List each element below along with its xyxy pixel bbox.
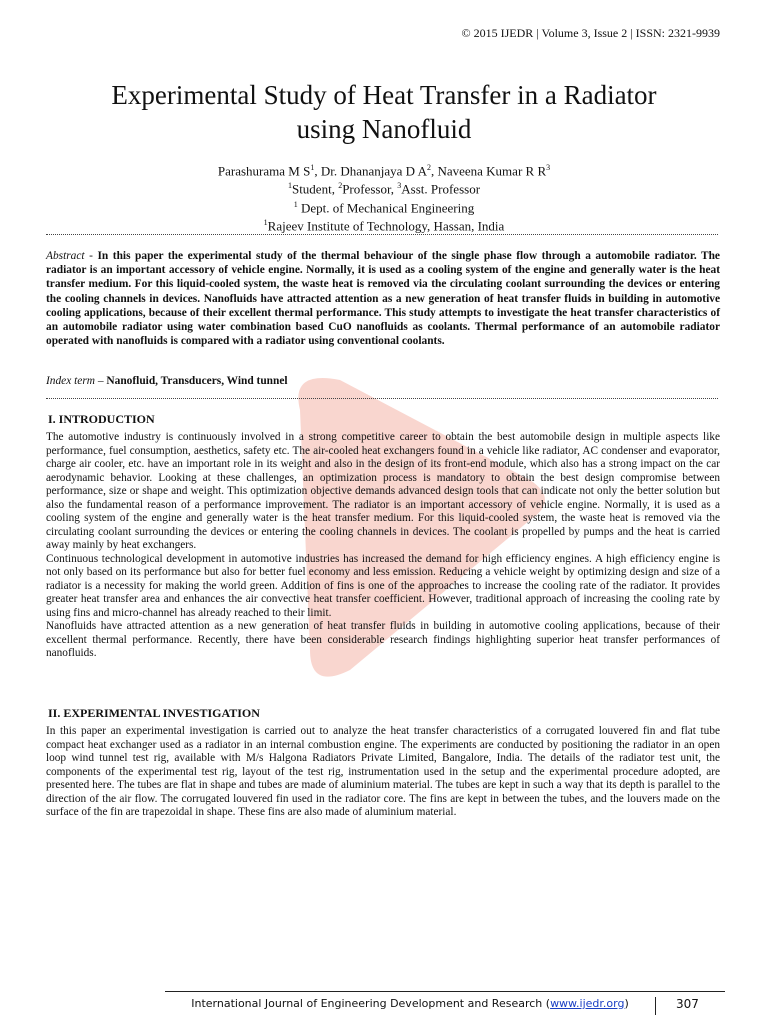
divider-bottom: [46, 398, 718, 399]
journal-header: © 2015 IJEDR | Volume 3, Issue 2 | ISSN: 2321-9939: [461, 26, 720, 40]
author-2: Dr. Dhananjaya D A: [320, 163, 427, 179]
author-1-sup: 1: [310, 163, 315, 172]
footer-rule: [165, 991, 725, 992]
title-line-2: using Nanofluid: [296, 114, 472, 144]
role-1-sup: 1: [287, 181, 292, 191]
author-block: [40, 160, 728, 233]
role-2-sup: 2: [338, 181, 343, 191]
page-number: 307: [676, 997, 699, 1011]
title-line-1: Experimental Study of Heat Transfer in a Radiator: [111, 80, 657, 110]
footer-journal: [165, 997, 656, 1015]
dept-sup: 1: [293, 199, 298, 209]
dept-text: Dept. of Mechanical Engineering: [297, 199, 475, 215]
intro-paragraph-1: The automotive industry is continuously involved in a strong competitive career to obtain the best automobile design in multiple aspects like performance, fuel consumption, aesthetics, safety etc. The air-cooled heat exchangers found in a vehicle like radiator, AC condenser and evaporator, charge air cooler, etc. have an important role in its weight and also in the design of its front-end module, which also has a strong impact on the car aerodynamic behavior. Looking at these challenges, an optimization process is mandatory to obtain the best design compromise between performance, size or shape and weight. This optimization objective demands advanced design tools that can indicate not only the better solution but also the fundamental reason of a performance improvement. The radiator is an important accessory of vehicle engine. Normally, it is used as a cooling system of the engine and generally water is the heat transfer medium. For this liquid-cooled system, the waste heat is removed via the circulating coolant surrounding the devices or entering the cooling channels in devices. The coolant is propelled by pumps and the heat is carried away mainly by heat exchangers.: [46, 431, 720, 551]
abstract: Abstract - In this paper the experimental study of the thermal behaviour of the single phase flow through a automobile radiator. The radiator is an important accessory of vehicle engine. Normally, it is used as a cooling system of the engine and generally water is the heat transfer medium. For this liquid-cooled system, the waste heat is removed via the circulating coolant surrounding the devices or entering the cooling channels in devices. Nanofluids have attracted attention as a new generation of heat transfer fluids in building in automotive cooling applications, because of their excellent thermal performance. This study attempts to investigate the heat transfer characteristics of an automobile radiator using water combination based CuO nanofluids as coolants. Thermal performance of an automobile radiator operated with nanofluids is compared with a radiator using conventional coolants.: [46, 250, 720, 348]
footer-close: ): [624, 997, 629, 1010]
paper-title: [40, 78, 728, 146]
role-3: Asst. Professor: [401, 181, 481, 197]
index-term-label: Index term: [46, 375, 96, 387]
author-names: Parashurama M $S^1$, Dr. Dhananjaya D $A^2$, Naveena Kumar R $R^3$: [217, 163, 551, 179]
divider-top: [46, 234, 718, 235]
author-roles: [40, 178, 728, 196]
inst-text: Rajeev Institute of Technology, Hassan, India: [267, 218, 505, 234]
author-3: Naveena Kumar R R: [437, 163, 547, 179]
abstract-label: Abstract: [46, 250, 85, 262]
intro-paragraph-3: Nanofluids have attracted attention as a new generation of heat transfer fluids in building in automotive cooling applications, because of their excellent thermal performance. Recently, there have been considerable research findings highlighting superior heat transfer performances of nanofluids.: [46, 620, 720, 659]
footer-link[interactable]: www.ijedr.org: [550, 997, 625, 1010]
abstract-text: In this paper the experimental study of the thermal behaviour of the single phase flow through a automobile radiator. The radiator is an important accessory of vehicle engine. Normally, it is used as a cooling system of the engine and generally water is the heat transfer medium. For this liquid-cooled system, the waste heat is removed via the circulating coolant surrounding the devices or entering the cooling channels in devices. Nanofluids have attracted attention as a new generation of heat transfer fluids in building in automotive cooling applications, because of their excellent thermal performance. This study attempts to investigate the heat transfer characteristics of an automobile radiator using water combination based CuO nanofluids as coolants. Thermal performance of an automobile radiator operated with nanofluids is compared with a radiator using conventional coolants.: [46, 250, 720, 348]
section-heading-experimental: II. EXPERIMENTAL INVESTIGATION: [48, 706, 260, 720]
experimental-paragraph-1: In this paper an experimental investigation is carried out to analyze the heat transfer characteristics of a corrugated louvered fin and flat tube compact heat exchanger used as a radiator in an internal combustion engine. The experiments are conducted by positioning the radiator in an open loop wind tunnel test rig, available with M/s Halgona Radiators Private Limited, Bangalore, India. The details of the radiator test unit, the components of the experimental test rig, layout of the test rig, instrumentation used in the setup and the experimental procedure adopted, are presented here. The tubes are flat in shape and tubes are made of aluminium material. The tubes are kept in such a way that its depth is parallel to the direction of the air flow. The corrugated louvered fin used in the radiator core. The fins are kept in between the tubes, and the louvers made on the surface of the fin are trapezoidal in shape. These fins are also made of aluminium material.: [46, 725, 720, 818]
author-institution: [40, 215, 728, 233]
inst-sup: 1: [263, 217, 268, 227]
intro-paragraph-2: Continuous technological development in automotive industries has increased the demand for high efficiency engines. A high efficiency engine is not only based on its performance but also for better fuel economy and less emission. Reducing a vehicle weight by optimizing design and size of a radiator is a necessity for making the world green. Addition of fins is one of the approaches to increase the cooling rate of the radiator. It provides greater heat transfer area and enhances the air convective heat transfer coefficient. However, traditional approach of increasing the cooling rate by using fins and micro-channel has already reached to their limit.: [46, 552, 720, 619]
section-heading-introduction: I. INTRODUCTION: [48, 412, 155, 426]
index-term-text: Nanofluid, Transducers, Wind tunnel: [106, 375, 288, 387]
section-experimental-body: [46, 725, 720, 820]
author-3-sup: 3: [546, 163, 551, 172]
index-terms: Index term – Nanofluid, Transducers, Wind tunnel: [46, 375, 288, 387]
author-1: Parashurama M S: [217, 163, 311, 179]
author-2-sup: 2: [426, 163, 431, 172]
footer-journal-name: International Journal of Engineering Development and Research (: [191, 997, 551, 1010]
role-1: Student,: [291, 181, 339, 197]
role-2: Professor,: [342, 181, 398, 197]
section-introduction-body: [46, 431, 720, 661]
role-3-sup: 3: [397, 181, 402, 191]
author-dept: [40, 197, 728, 215]
